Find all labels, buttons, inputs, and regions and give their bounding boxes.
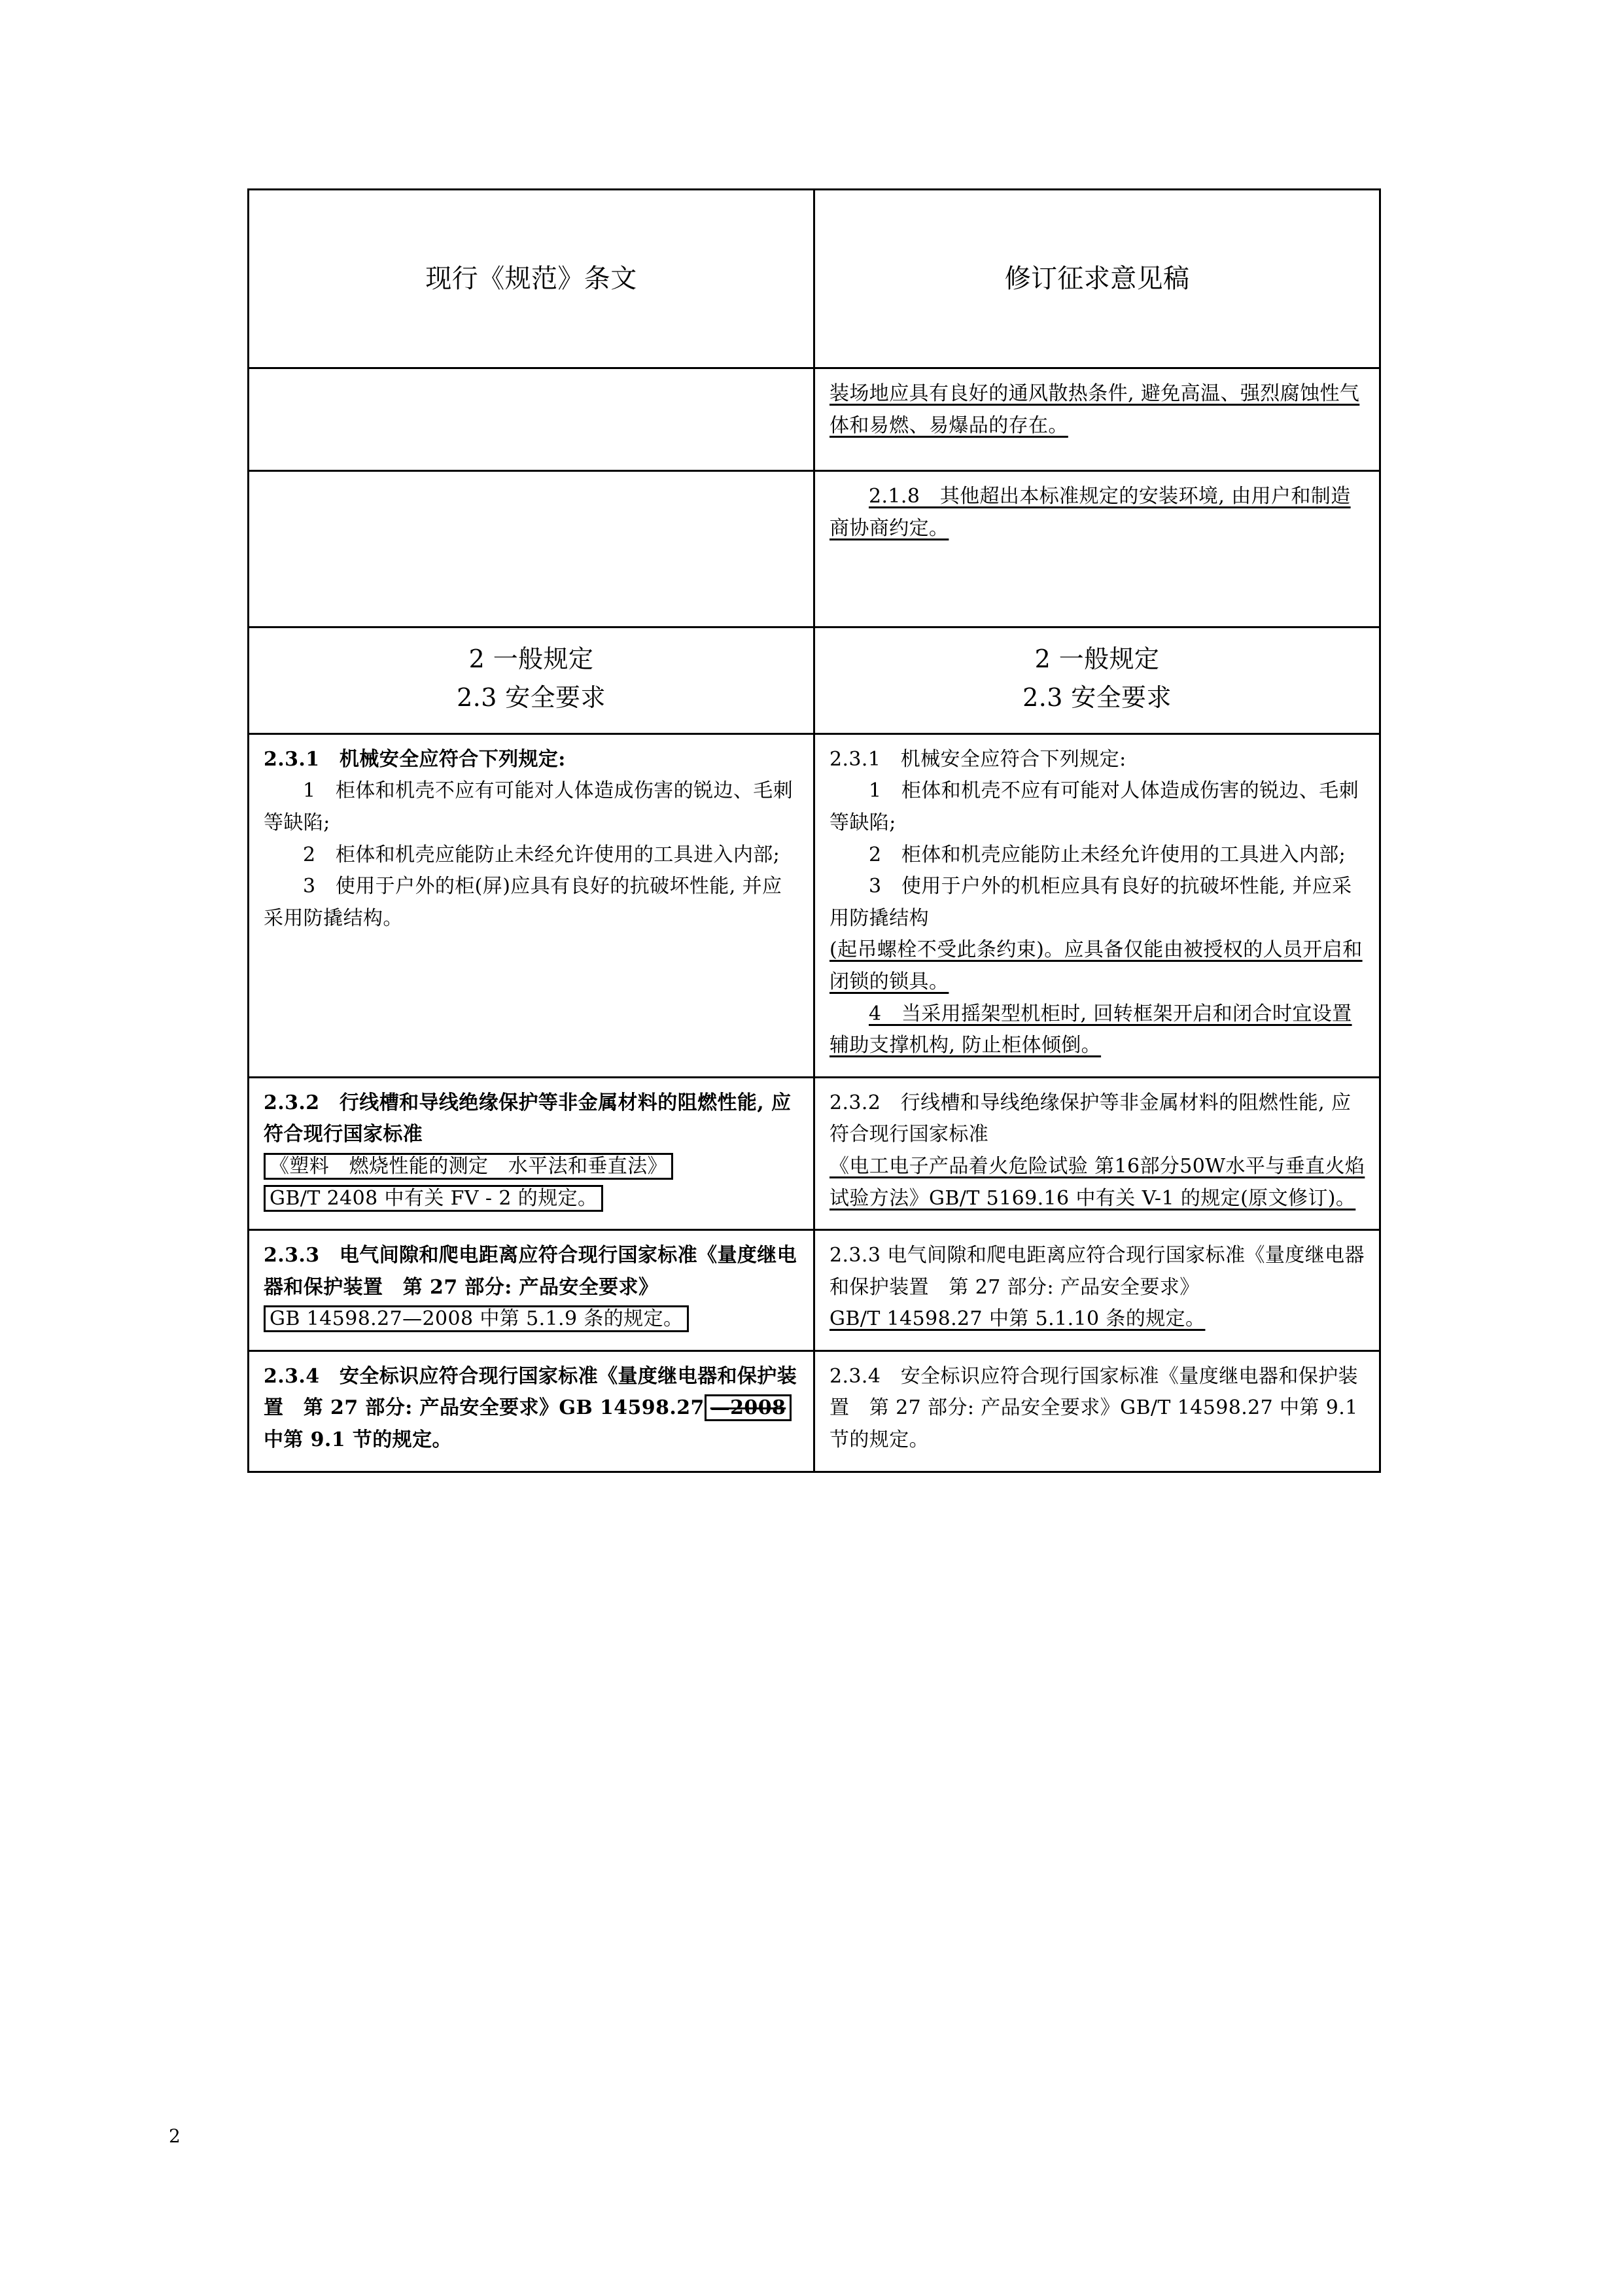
paragraph-text: 2.3.3 电气间隙和爬电距离应符合现行国家标准《量度继电器和保护装置 第 27 部分: 产品安全要求》: [829, 1244, 1365, 1299]
paragraph-text-revised: GB/T 14598.27 中第 5.1.10 条的规定。: [829, 1307, 1206, 1331]
header-cell-revision-draft: 修订征求意见稿: [814, 190, 1380, 368]
paragraph-text: 2.3.4 安全标识应符合现行国家标准《量度继电器和保护装置 第 27 部分: 产品安全要求》GB/T 14598.27 中第 9.1 节的规定。: [829, 1364, 1358, 1452]
table-row: [249, 733, 1380, 1077]
paragraph-text-boxed: [264, 1183, 800, 1215]
cell-left-clause-232: [249, 1077, 814, 1229]
paragraph-text: 装场地应具有良好的通风散热条件, 避免高温、强烈腐蚀性气体和易燃、易爆品的存在。: [829, 382, 1360, 437]
table-header-row: [249, 190, 1380, 368]
cell-left-clause-233: [249, 1230, 814, 1351]
paragraph-text-revised: 4 当采用摇架型机柜时, 回转框架开启和闭合时宜设置辅助支撑机构, 防止柜体倾倒。: [829, 1002, 1352, 1057]
cell-right-clause-232: [814, 1077, 1380, 1229]
paragraph-text-boxed: [264, 1151, 800, 1183]
paragraph-text: [264, 1361, 800, 1457]
cell-right-clause-233: [814, 1230, 1380, 1351]
cell-right-clause-234: [814, 1351, 1380, 1472]
table-row: [249, 471, 1380, 627]
cell-right-clause-231: [814, 733, 1380, 1077]
clause-text: 2.3.4 安全标识应符合现行国家标准《量度继电器和保护装置 第 27 部分: 产品安全要求》GB 14598.27: [264, 1364, 797, 1420]
cell-left-clause-234: [249, 1351, 814, 1472]
cell-right-section-title: [814, 627, 1380, 734]
paragraph-text: 2 柜体和机壳应能防止未经允许使用的工具进入内部;: [869, 843, 1346, 866]
paragraph-text: 2.3.3 电气间隙和爬电距离应符合现行国家标准《量度继电器和保护装置 第 27 部分: 产品安全要求》: [264, 1244, 797, 1299]
section-title-line1: 2 一般规定: [1034, 645, 1160, 673]
paragraph-text: 3 使用于户外的柜(屏)应具有良好的抗破坏性能, 并应采用防撬结构。: [264, 875, 782, 930]
paragraph-text: 1 柜体和机壳不应有可能对人体造成伤害的锐边、毛刺等缺陷;: [829, 779, 1359, 834]
paragraph-text-boxed: [264, 1303, 800, 1335]
strikethrough-box: —2008: [705, 1394, 792, 1421]
paragraph-text: 1 柜体和机壳不应有可能对人体造成伤害的锐边、毛刺等缺陷;: [264, 779, 794, 834]
paragraph-text: 2.3.1 机械安全应符合下列规定:: [264, 747, 566, 771]
cell-left-empty: [249, 471, 814, 627]
table-row: [249, 1230, 1380, 1351]
paragraph-text: 2 柜体和机壳应能防止未经允许使用的工具进入内部;: [303, 843, 780, 866]
paragraph-text: 3 使用于户外的机柜应具有良好的抗破坏性能, 并应采用防撬结构: [829, 875, 1352, 930]
table-row: [249, 1351, 1380, 1472]
cell-left-section-title: [249, 627, 814, 734]
cell-left-clause-231: [249, 733, 814, 1077]
cell-left-empty: [249, 368, 814, 471]
paragraph-text: 2.3.2 行线槽和导线绝缘保护等非金属材料的阻燃性能, 应符合现行国家标准: [829, 1091, 1352, 1146]
paragraph-text: 2.3.1 机械安全应符合下列规定:: [829, 747, 1126, 771]
highlight-box: GB 14598.27—2008 中第 5.1.9 条的规定。: [264, 1305, 689, 1332]
section-title-line2: 2.3 安全要求: [1022, 682, 1172, 712]
highlight-box: GB/T 2408 中有关 FV - 2 的规定。: [264, 1185, 603, 1212]
cell-right-clause-218: [814, 471, 1380, 627]
clause-text-tail: 中第 9.1 节的规定。: [264, 1428, 452, 1452]
paragraph-text: 2.3.2 行线槽和导线绝缘保护等非金属材料的阻燃性能, 应符合现行国家标准: [264, 1091, 792, 1146]
table-row-section-title: [249, 627, 1380, 734]
table-row: [249, 1077, 1380, 1229]
section-title-line1: 2 一般规定: [468, 645, 594, 673]
cell-right-continuation: [814, 368, 1380, 471]
paragraph-text: 2.1.8 其他超出本标准规定的安装环境, 由用户和制造商协商约定。: [829, 485, 1351, 540]
section-title-line2: 2.3 安全要求: [457, 682, 606, 712]
comparison-table: [247, 188, 1381, 1473]
paragraph-text-revised: 《电工电子产品着火危险试验 第16部分50W水平与垂直火焰试验方法》GB/T 5169.16 中有关 V-1 的规定(原文修订)。: [829, 1154, 1365, 1210]
page-number: 2: [169, 2125, 181, 2147]
header-cell-current-code: 现行《规范》条文: [249, 190, 814, 368]
highlight-box: 《塑料 燃烧性能的测定 水平法和垂直法》: [264, 1153, 673, 1180]
paragraph-text-revised: (起吊螺栓不受此条约束)。应具备仅能由被授权的人员开启和闭锁的锁具。: [829, 938, 1363, 993]
table-row: [249, 368, 1380, 471]
